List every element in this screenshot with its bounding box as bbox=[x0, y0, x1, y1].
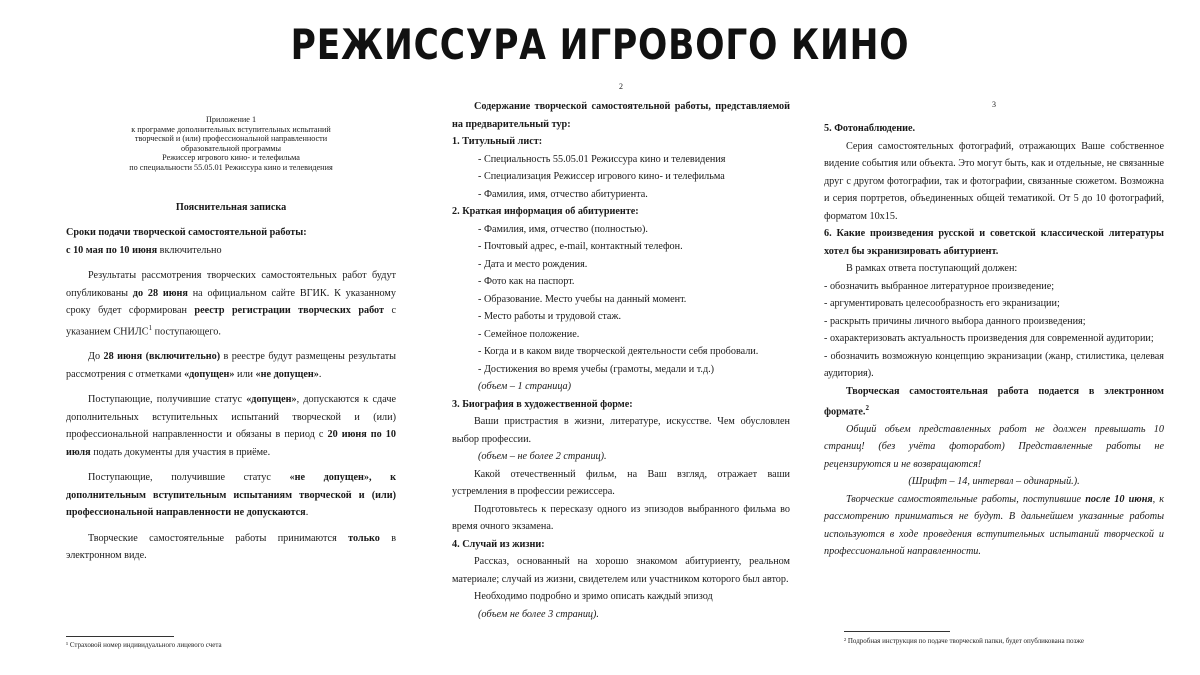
document-page-2 bbox=[452, 82, 790, 623]
paragraph: Необходимо подробно и зримо описать каждый эпизод bbox=[474, 591, 713, 602]
list-item: - Дата и место рождения. bbox=[478, 258, 588, 270]
explanatory-note-title: Пояснительная записка bbox=[175, 201, 287, 213]
contents-heading: Содержание творческой самостоятельной работы, представляемой на предварительный тур: bbox=[452, 101, 790, 130]
paragraph: Подготовьтесь к пересказу одного из эпизодов выбранного фильма во время очного экзамена. bbox=[452, 503, 790, 532]
section-title: 1. Титульный лист: bbox=[452, 136, 543, 147]
list-item: - охарактеризовать актуальность произведения для современной аудитории; bbox=[824, 333, 1154, 344]
list-item: - обозначить выбранное литературное произведение; bbox=[824, 280, 1055, 292]
volume-limit: Общий объем представленных работ не должен превышать 10 страниц! (без учёта фоторабот) Представленные работы не рецензируются и не возвращаются! bbox=[824, 423, 1164, 470]
deadline-dates bbox=[66, 242, 396, 260]
late-submission-note: Творческие самостоятельные работы, поступившие после 10 июня, к рассмотрению приниматься не будут. В дальнейшем указанные работы используются в ходе проведения вступительных испытаний творческой и профессиональной направленности. bbox=[824, 493, 1165, 558]
electronic-format-note: Творческая самостоятельная работа подается в электронном формате.$^2$ bbox=[824, 385, 1164, 418]
volume-note: (объем – 1 страница) bbox=[478, 381, 572, 392]
appendix-line: Режиссер игрового кино- и телефильма bbox=[162, 153, 300, 163]
footnote-2: ² Подробная инструкция по подаче творческой папки, будет опубликована позже bbox=[844, 637, 1085, 645]
list-item: - Достижения во время учебы (грамоты, медали и т.д.) bbox=[478, 363, 715, 375]
deadline-suffix: включительно bbox=[157, 244, 222, 256]
footnote-ref: 1 bbox=[148, 323, 153, 332]
list-item: - Почтовый адрес, e-mail, контактный телефон. bbox=[478, 241, 683, 252]
appendix-line: образовательной программы bbox=[181, 143, 281, 153]
section-title: 2. Краткая информация об абитуриенте: bbox=[452, 206, 639, 217]
list-item: - аргументировать целесообразность его экранизации; bbox=[824, 298, 1060, 309]
paragraph-electronic: Творческие самостоятельные работы принимаются только в электронном виде. bbox=[66, 532, 397, 562]
footnote-divider bbox=[66, 636, 174, 637]
paragraph-registry: До 28 июня (включительно) в реестре будут размещены результаты рассмотрения с отметками «допущен» или «не допущен». bbox=[66, 351, 397, 380]
list-item: - Специальность 55.05.01 Режиссура кино и телевидения bbox=[478, 153, 726, 165]
section-title: 6. Какие произведения русской и советской классической литературы хотел бы экранизировать абитуриент. bbox=[824, 228, 1164, 257]
paragraph: Рассказ, основанный на хорошо знакомом абитуриенту, реальном материале; случай из жизни, свидетелем или участником которого был автор. bbox=[452, 556, 790, 585]
list-item: - Место работы и трудовой стаж. bbox=[478, 311, 622, 322]
list-item: - Фото как на паспорт. bbox=[478, 276, 575, 287]
paragraph: Ваши пристрастия в жизни, литературе, искусстве. Чем обусловлен выбор профессии. bbox=[452, 416, 790, 445]
paragraph: Какой отечественный фильм, на Ваш взгляд, отражает ваши устремления в профессии режиссера. bbox=[452, 468, 790, 497]
document-page-1 bbox=[66, 82, 396, 565]
paragraph: В рамках ответа поступающий должен: bbox=[846, 263, 1018, 274]
list-item: - Когда и в каком виде творческой деятельности себя пробовали. bbox=[478, 346, 759, 357]
list-item: - Фамилия, имя, отчество (полностью). bbox=[478, 223, 648, 235]
page-number: 2 bbox=[619, 82, 623, 91]
page-heading: РЕЖИССУРА ИГРОВОГО КИНО bbox=[290, 20, 910, 69]
document-page-3 bbox=[824, 82, 1164, 561]
list-item: - Семейное положение. bbox=[478, 328, 580, 340]
list-item: - Образование. Место учебы на данный момент. bbox=[478, 293, 687, 305]
section-title: 4. Случай из жизни: bbox=[452, 538, 545, 550]
list-item: - раскрыть причины личного выбора данного произведения; bbox=[824, 315, 1086, 327]
appendix-line: творческой и (или) профессиональной направленности bbox=[134, 134, 328, 144]
volume-note: (объем не более 3 страниц). bbox=[478, 608, 599, 620]
font-requirements: (Шрифт – 14, интервал – одинарный.). bbox=[908, 476, 1080, 488]
section-title: 5. Фотонаблюдение. bbox=[824, 123, 916, 134]
paragraph-not-admitted: Поступающие, получившие статус «не допущен», к дополнительным вступительным испытаниям творческой и (или) профессиональной направленности не допускаются. bbox=[66, 472, 396, 519]
deadline-heading: Сроки подачи творческой самостоятельной работы: bbox=[66, 227, 307, 239]
footnote-divider bbox=[844, 631, 950, 632]
list-item: - обозначить возможную концепцию экранизации (жанр, стилистика, целевая аудитория). bbox=[824, 350, 1164, 379]
paragraph-results: Результаты рассмотрения творческих самостоятельных работ будут опубликованы до 28 июня на официальном сайте ВГИК. К указанному сроку будет сформирован реестр регистрации творческих работ с указанием СНИЛС$^1$ поступающего. bbox=[66, 270, 396, 337]
appendix-header bbox=[66, 115, 396, 173]
volume-note: (объем – не более 2 страниц). bbox=[478, 451, 607, 462]
appendix-line: по специальности 55.05.01 Режиссура кино и телевидения bbox=[129, 162, 333, 172]
appendix-line: к программе дополнительных вступительных испытаний bbox=[131, 124, 331, 134]
page-number: 3 bbox=[992, 100, 996, 109]
list-item: - Специализация Режиссер игрового кино- и телефильма bbox=[478, 171, 725, 182]
section-title: 3. Биография в художественной форме: bbox=[452, 398, 633, 410]
appendix-line: Приложение 1 bbox=[205, 115, 257, 124]
paragraph: Серия самостоятельных фотографий, отражающих Ваше собственное видение события или объекта. Это могут быть, как и отдельные, не связанные друг с другом фотографии, так и фотографии, связанные сюжетом. Возможна и серия портретов, объединенных общей тематикой. От 5 до 10 фотографий, форматом 10х15. bbox=[824, 140, 1164, 222]
paragraph-admitted: Поступающие, получившие статус «допущен», допускаются к сдаче дополнительных вступительных испытаний творческой и (или) профессиональной направленности и обязаны в период с 20 июня по 10 июля подать документы для участия в приёме. bbox=[66, 394, 396, 458]
footnote-1: ¹ Страховой номер индивидуального лицевого счета bbox=[66, 641, 222, 649]
deadline-range: с 10 мая по 10 июня bbox=[66, 244, 158, 256]
list-item: - Фамилия, имя, отчество абитуриента. bbox=[478, 188, 648, 200]
footnote-ref: 2 bbox=[865, 404, 869, 412]
